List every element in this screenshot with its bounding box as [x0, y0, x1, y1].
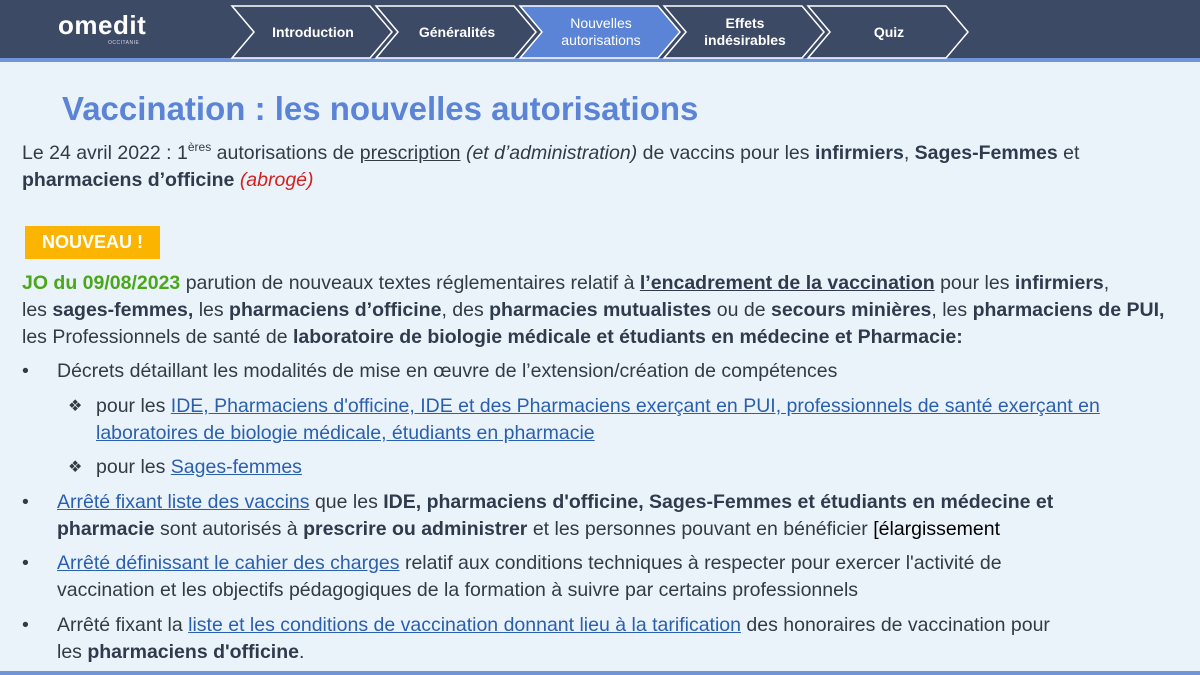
- sub-bullet-ide: [96, 393, 1166, 447]
- bullet-text: que les: [309, 491, 384, 513]
- jo-text: parution de nouveaux textes réglementaires relatif à: [180, 272, 640, 294]
- encadrement-vaccination: l’encadrement de la vaccination: [639, 272, 935, 294]
- jo-text: ou de: [711, 299, 771, 321]
- bold-infirmiers: infirmiers: [1014, 272, 1104, 294]
- chevron-navigation: [230, 5, 970, 59]
- bold-pharmacie: pharmacie: [57, 518, 155, 540]
- nav-tab-quiz[interactable]: [830, 5, 948, 59]
- prescription-underlined: prescription: [359, 142, 461, 164]
- jo-text: , les: [931, 299, 973, 321]
- link-sages-femmes[interactable]: Sages-femmes: [170, 456, 302, 478]
- nouveau-badge: NOUVEAU !: [25, 226, 160, 259]
- bullet-text: et les personnes pouvant en bénéficier: [527, 518, 874, 540]
- jo-text: pour les: [934, 272, 1015, 294]
- intro-text: autorisations de: [211, 142, 360, 164]
- intro-text: et: [1057, 142, 1080, 164]
- bullet-text: sont autorisés à: [154, 518, 304, 540]
- sub-bullet-sages-femmes: [96, 454, 1166, 481]
- nav-tab-label-line1: Nouvelles: [570, 15, 632, 32]
- bullet-text: les: [57, 641, 88, 663]
- jo-paragraph: [22, 270, 1192, 351]
- diamond-bullet-icon: ❖: [68, 398, 83, 415]
- nav-tab-label-line1: Effets: [725, 15, 765, 32]
- link-ide-pharmaciens[interactable]: IDE, Pharmaciens d'officine, IDE et des Pharmaciens exerçant en PUI, professionnels de santé exerçant en: [170, 395, 1100, 417]
- jo-text: les: [193, 299, 230, 321]
- bullet-dot: •: [22, 491, 29, 513]
- period: .: [298, 641, 305, 663]
- bold-sages-femmes: Sages-Femmes: [914, 142, 1058, 164]
- link-cahier-des-charges[interactable]: Arrêté définissant le cahier des charges: [57, 552, 400, 574]
- bold-laboratoire: laboratoire de biologie médicale et étudiants en médecine et Pharmacie:: [293, 326, 963, 348]
- bold-pharmaciens-officine: pharmaciens d'officine: [87, 641, 299, 663]
- intro-paragraph: [22, 140, 1182, 194]
- bottom-accent-line: [0, 671, 1200, 675]
- bold-infirmiers: infirmiers: [814, 142, 904, 164]
- bold-pharmaciens-officine: pharmaciens d’officine: [22, 169, 235, 191]
- jo-text: , des: [441, 299, 490, 321]
- bullet-dot: •: [22, 614, 29, 636]
- nav-tab-label: Quiz: [873, 23, 905, 40]
- nav-tab-effets-indesirables[interactable]: [686, 5, 804, 59]
- bullet-dot: •: [22, 360, 29, 382]
- link-tarification[interactable]: liste et les conditions de vaccination donnant lieu à la tarification: [188, 614, 741, 636]
- nav-tab-introduction[interactable]: [254, 5, 372, 59]
- bullet-text: Arrêté fixant la: [57, 614, 189, 636]
- bullet-text: vaccination et les objectifs pédagogiques de la formation à suivre par certains professionnels: [57, 579, 859, 601]
- jo-date: JO du 09/08/2023: [22, 272, 181, 294]
- bullet-text: relatif aux conditions techniques à respecter pour exercer l'activité de: [399, 552, 1002, 574]
- intro-text: Le 24 avril 2022 : 1: [22, 142, 188, 164]
- bold-professions: IDE, pharmaciens d'officine, Sages-Femmes et étudiants en médecine et: [383, 491, 1054, 513]
- superscript: ères: [187, 140, 212, 154]
- bold-secours-minieres: secours minières: [770, 299, 932, 321]
- intro-text: de vaccins pour les: [637, 142, 815, 164]
- logo-subtitle: OCCITANIE: [108, 40, 140, 46]
- link-arrete-liste-vaccins[interactable]: Arrêté fixant liste des vaccins: [57, 491, 310, 513]
- comma: ,: [903, 142, 915, 164]
- nav-tab-generalites[interactable]: [398, 5, 516, 59]
- elargissement-text: [élargissement: [873, 518, 1001, 540]
- bold-pharmaciens-pui: pharmaciens de PUI,: [972, 299, 1165, 321]
- sub-bullet-prefix: pour les: [96, 456, 171, 478]
- link-laboratoires[interactable]: laboratoires de biologie médicale, étudiants en pharmacie: [96, 422, 595, 444]
- jo-text: les: [22, 299, 53, 321]
- top-navigation-bar: [0, 0, 1200, 62]
- comma: ,: [1103, 272, 1110, 294]
- bold-prescrire-administrer: prescrire ou administrer: [303, 518, 528, 540]
- bullet-text: des honoraires de vaccination pour: [740, 614, 1050, 636]
- abroge-label: (abrogé): [239, 169, 314, 191]
- nav-tab-label: Généralités: [418, 23, 496, 40]
- sub-bullet-prefix: pour les: [96, 395, 171, 417]
- bullet-dot: •: [22, 552, 29, 574]
- diamond-bullet-icon: ❖: [68, 459, 83, 476]
- bold-pharmacies-mutualistes: pharmacies mutualistes: [489, 299, 712, 321]
- bullet-cahier-charges: [57, 550, 1177, 604]
- jo-text: les Professionnels de santé de: [22, 326, 294, 348]
- nav-tab-label-line2: indésirables: [704, 32, 786, 48]
- bullet-tarification: [57, 612, 1177, 666]
- nav-tab-label: Introduction: [272, 23, 354, 40]
- intro-italic: (et d’administration): [465, 142, 638, 164]
- bullet-decrets: Décrets détaillant les modalités de mise en œuvre de l’extension/création de compétences: [57, 360, 838, 382]
- bullet-arrete-vaccins: [57, 489, 1177, 543]
- bold-sages-femmes: sages-femmes,: [52, 299, 194, 321]
- page-title: Vaccination : les nouvelles autorisations: [62, 90, 699, 127]
- nav-tab-label-line2: autorisations: [561, 32, 641, 48]
- nav-tab-nouvelles-autorisations[interactable]: [542, 5, 660, 59]
- omedit-logo: omedit: [58, 10, 147, 40]
- bold-pharmaciens-officine: pharmaciens d’officine: [229, 299, 442, 321]
